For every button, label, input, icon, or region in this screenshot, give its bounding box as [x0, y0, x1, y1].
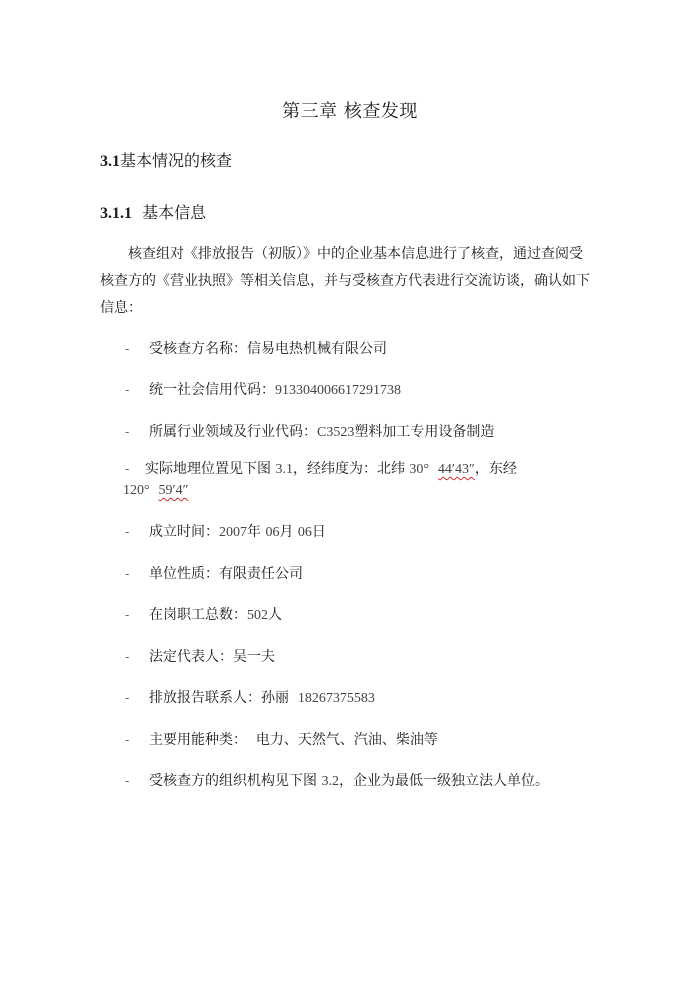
- section-heading: [100, 148, 232, 171]
- item-label: 单位性质：: [149, 566, 219, 582]
- bullet-marker: -: [125, 462, 130, 476]
- location-text-3: ，东经: [474, 461, 517, 477]
- bullet-marker: -: [125, 383, 130, 397]
- intro-paragraph: [100, 241, 600, 322]
- list-item-name: [125, 338, 387, 358]
- section-title: 基本情况的核查: [120, 151, 233, 170]
- bullet-marker: -: [125, 567, 130, 581]
- staff-unit: 人: [268, 607, 282, 623]
- contact-name: 孙丽: [261, 690, 289, 706]
- item-value: 吴一夫: [233, 649, 275, 665]
- location-text-2: ，经纬度为：北纬: [292, 461, 410, 477]
- subsection-heading: [100, 200, 206, 223]
- bullet-marker: -: [125, 608, 130, 622]
- item-label: 所属行业领域及行业代码：: [149, 424, 317, 440]
- list-item-location: [125, 459, 585, 501]
- item-value: 有限责任公司: [219, 566, 303, 582]
- list-item-credit-code: [125, 379, 401, 399]
- list-item-legal-rep: [125, 646, 275, 666]
- item-label: 在岗职工总数：: [149, 607, 247, 623]
- org-figure-ref: 3.2: [321, 774, 339, 789]
- latitude-degrees: 30°: [409, 462, 430, 477]
- founded-month: 06: [265, 525, 280, 540]
- item-value: 913304006617291738: [275, 383, 401, 398]
- list-item-founded: [125, 521, 326, 541]
- latitude-minutes: 44′43″: [437, 462, 475, 477]
- day-char: 日: [311, 524, 326, 540]
- item-label: 主要用能种类：: [149, 732, 247, 748]
- item-label: 成立时间：: [149, 524, 219, 540]
- list-item-contact: [125, 687, 375, 707]
- bullet-marker: -: [125, 650, 130, 664]
- subsection-title: 基本信息: [142, 203, 207, 222]
- item-label: 统一社会信用代码：: [149, 382, 275, 398]
- contact-phone: 18267375583: [297, 691, 375, 706]
- list-item-staff: [125, 604, 282, 624]
- intro-line-3: 信息：: [100, 300, 142, 316]
- list-item-nature: [125, 563, 303, 583]
- chapter-title: 第三章 核查发现: [282, 101, 418, 122]
- bullet-marker: -: [125, 425, 130, 439]
- founded-year: 2007: [219, 525, 247, 540]
- intro-line-1: 核查组对《排放报告（初版）》中的企业基本信息进行了核查，通过查阅受: [128, 246, 583, 262]
- item-value: 信易电热机械有限公司: [247, 341, 387, 357]
- intro-line-2: 核查方的《营业执照》等相关信息，并与受核查方代表进行交流访谈，确认如下: [100, 273, 590, 289]
- bullet-marker: -: [125, 691, 130, 705]
- list-item-org: [125, 770, 549, 790]
- year-char: 年: [247, 524, 266, 540]
- item-value: 502: [247, 608, 268, 623]
- bullet-marker: -: [125, 342, 130, 356]
- item-label: 法定代表人：: [149, 649, 233, 665]
- org-text-1: 受核查方的组织机构见下图: [149, 773, 322, 789]
- founded-day: 06: [297, 525, 312, 540]
- item-label: 排放报告联系人：: [149, 690, 261, 706]
- bullet-marker: -: [125, 733, 130, 747]
- longitude-minutes: 59′4″: [158, 483, 189, 498]
- org-text-2: ，企业为最低一级独立法人单位。: [338, 773, 549, 789]
- item-label: 受核查方名称：: [149, 341, 247, 357]
- longitude-degrees: 120°: [123, 483, 150, 498]
- industry-code: C3523: [317, 425, 355, 440]
- list-item-energy: [125, 729, 438, 749]
- subsection-number: 3.1.1: [100, 205, 132, 222]
- bullet-marker: -: [125, 525, 130, 539]
- month-char: 月: [279, 524, 298, 540]
- list-item-industry: [125, 421, 494, 441]
- location-figure-ref: 3.1: [275, 462, 293, 477]
- item-value: 电力、天然气、汽油、柴油等: [255, 732, 438, 748]
- section-number: 3.1: [100, 153, 120, 170]
- bullet-marker: -: [125, 774, 130, 788]
- item-value: 塑料加工专用设备制造: [354, 424, 495, 440]
- location-text-1: 实际地理位置见下图: [145, 461, 276, 477]
